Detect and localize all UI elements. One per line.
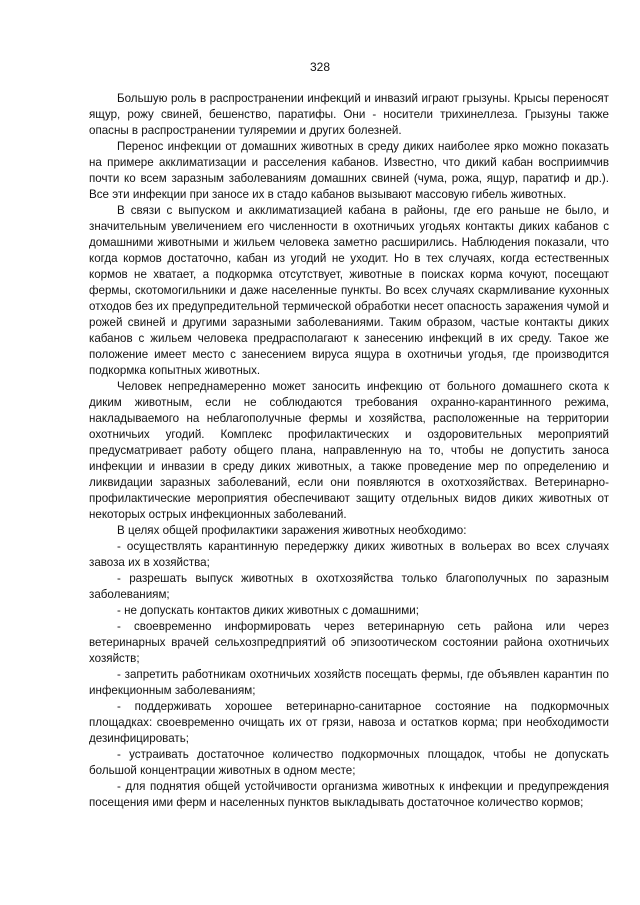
page-body — [89, 91, 609, 811]
paragraph-infection-transfer: Перенос инфекции от домашних животных в среду диких наиболее ярко можно показать на примере акклиматизации и расселения кабанов. Известно, что дикий кабан восприимчив почти ко всем заразным заболеваниям домашних свиней (чума, рожа, ящур, паратиф и др.). Все эти инфекции при заносе их в стадо кабанов вызывают массовую гибель животных. — [89, 140, 609, 201]
list-item: - разрешать выпуск животных в охотхозяйства только благополучных по заразным заболеваниям; — [89, 572, 609, 601]
paragraph-human-transmission: Человек непреднамеренно может заносить инфекцию от больного домашнего скота к диким животным, если не соблюдаются требования охранно-карантинного режима, накладываемого на неблагополучные фермы и хозяйства, расположенные на территории охотничьих угодий. Комплекс профилактических и оздоровительных мероприятий предусматривает работу общего плана, направленную на то, чтобы не допустить заноса инфекции и инвазии в среду диких животных, а также проведение мер по определению и ликвидации заразных заболеваний, если они появляются в охотхозяйствах. Ветеринарно-профилактические мероприятия обеспечивают защиту отдельных видов диких животных от некоторых острых инфекционных заболеваний. — [89, 380, 609, 521]
page-number: 328 — [309, 60, 331, 74]
list-item: - запретить работникам охотничьих хозяйств посещать фермы, где объявлен карантин по инфекционным заболеваниям; — [89, 668, 609, 697]
list-item: - не допускать контактов диких животных с домашними; — [117, 604, 419, 617]
list-item: - поддерживать хорошее ветеринарно-санитарное состояние на подкормочных площадках: своевременно очищать их от грязи, навоза и остатков корма; при необходимости дезинфицировать; — [89, 700, 609, 745]
paragraph-boar-acclimatization: В связи с выпуском и акклиматизацией кабана в районы, где его раньше не было, и значительным увеличением его численности в охотничьих угодьях контакты диких кабанов с домашними животными и жильем человека заметно расширились. Наблюдения показали, что когда кормов достаточно, кабан из угодий не уходит. Но в тех случаях, когда естественных кормов не хватает, а подкормка отсутствует, животные в поисках корма кочуют, посещают фермы, скотомогильники и даже населенные пункты. Во всех случаях скармливание кухонных отходов без их предупредительной термической обработки несет опасность заражения чумой и рожей свиней и другими заразными заболеваниями. Таким образом, частые контакты диких кабанов с жильем человека предрасполагают к занесению инфекций в их среду. Такое же положение имеет место с занесением вируса ящура в охотничьи угодья, где производится подкормка копытных животных. — [89, 204, 609, 377]
list-item: - осуществлять карантинную передержку диких животных в вольерах во всех случаях завоза их в хозяйства; — [89, 540, 609, 569]
list-item: - своевременно информировать через ветеринарную сеть района или через ветеринарных врачей сельхозпредприятий об эпизоотическом состоянии района охотничьих хозяйств; — [89, 620, 609, 665]
list-item: - устраивать достаточное количество подкормочных площадок, чтобы не допускать большой концентрации животных в одном месте; — [89, 748, 609, 777]
list-item: - для поднятия общей устойчивости организма животных к инфекции и предупреждения посещения ими ферм и населенных пунктов выкладывать достаточное количество кормов; — [89, 780, 609, 809]
paragraph-prevention-intro: В целях общей профилактики заражения животных необходимо: — [117, 524, 467, 537]
paragraph-rodents: Большую роль в распространении инфекций и инвазий играют грызуны. Крысы переносят ящур, рожу свиней, бешенство, паратифы. Они - носители трихинеллеза. Грызуны также опасны в распространении туляремии и других болезней. — [89, 92, 609, 137]
